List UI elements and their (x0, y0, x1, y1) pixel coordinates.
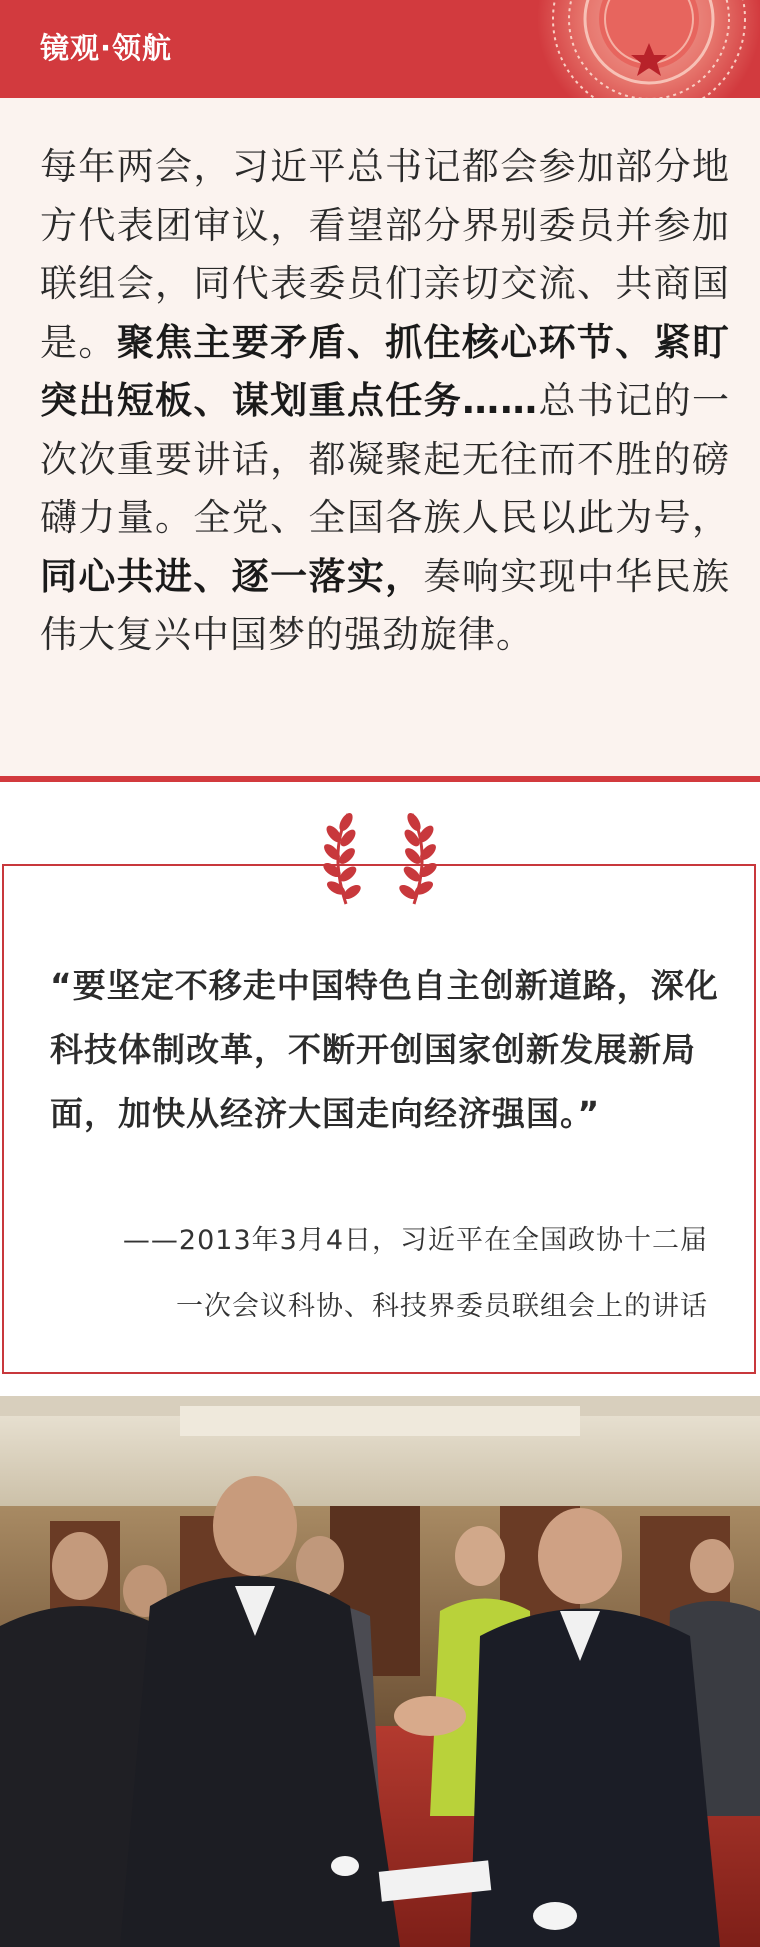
section-title: 镜观·领航 (40, 31, 173, 65)
intro-bold-2: 同心共进、逐一落实， (40, 554, 424, 598)
quote-source-line-1: ——2013年3月4日，习近平在全国政协十二届 (122, 1225, 708, 1256)
intro-text-1: 每年两会，习近平总书记都会参加部分地方代表团审议，看望部分界别委员并参加联组会，同代表委员们亲切交流、共商国是。 (40, 145, 730, 364)
divider-line (0, 776, 760, 782)
laurel-icon (310, 808, 450, 916)
header-banner (0, 0, 760, 98)
quote-text: “要坚定不移走中国特色自主创新道路，深化科技体制改革，不断开创国家创新发展新局面，加快从经济大国走向经济强国。” (50, 966, 719, 1133)
intro-text-3: 奏响实现中华民族伟大复兴中国梦的强劲旋律。 (40, 554, 731, 656)
meeting-photo (0, 1396, 760, 1947)
intro-section (0, 98, 760, 776)
quote-source-line-2: 一次会议科协、科技界委员联组会上的讲话 (176, 1291, 708, 1322)
intro-bold-1: 聚焦主要矛盾、抓住核心环节、紧盯突出短板、谋划重点任务…… (40, 320, 731, 422)
intro-text-2: 总书记的一次次重要讲话，都凝聚起无往而不胜的磅礴力量。全党、全国各族人民以此为号， (40, 379, 730, 539)
intro-paragraph (40, 138, 730, 665)
emblem-icon (534, 0, 760, 98)
quote-box (2, 864, 756, 1374)
